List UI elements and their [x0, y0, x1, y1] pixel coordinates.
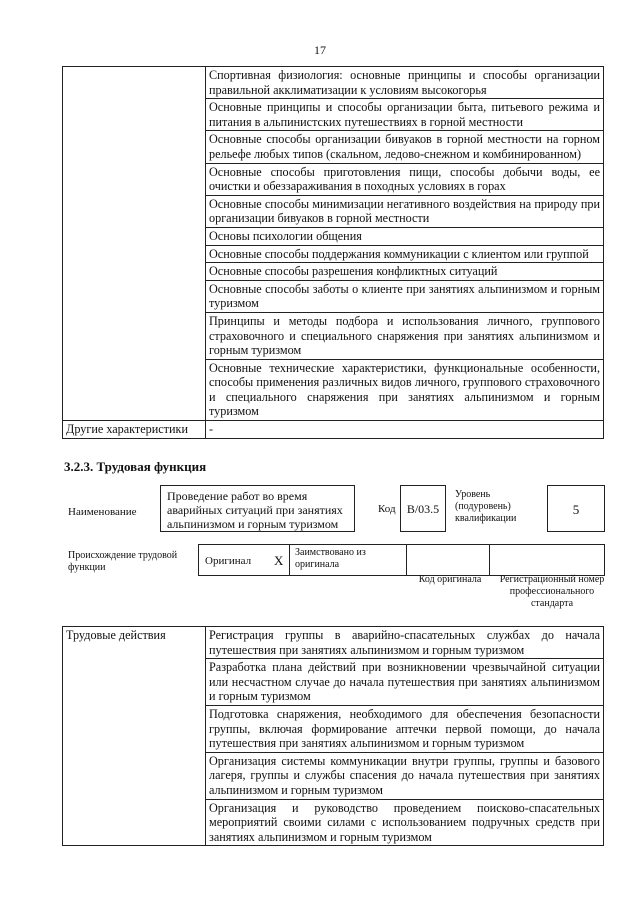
- original-mark: X: [274, 553, 284, 568]
- table-row: Основы психологии общения: [206, 227, 604, 245]
- reg-number-caption: Регистрационный номер профессионального стандарта: [499, 574, 605, 609]
- table-row: Основные способы поддержания коммуникации с клиентом или группой: [206, 245, 604, 263]
- original-label: Оригинал: [205, 555, 252, 567]
- table-row: Основные способы организации бивуаков в горной местности на горном рельефе любых типов (скальном, ледово-снежном и комбинированном): [206, 131, 604, 163]
- table-row: Основные принципы и способы организации быта, питьевого режима и питания в альпинистских путешествиях в горной местности: [206, 99, 604, 131]
- page-number: 17: [314, 43, 326, 57]
- reg-number-cell: [489, 544, 605, 576]
- table-row: Основные способы минимизации негативного воздействия на природу при организации бивуаков в горной местности: [206, 195, 604, 227]
- table-row: Регистрация группы в аварийно-спасательных службах до начала путешествия при занятиях альпинизмом и горным туризмом: [206, 627, 604, 659]
- table-row: Основные способы разрешения конфликтных ситуаций: [206, 263, 604, 281]
- origin-label: Происхождение трудовой функции: [68, 550, 178, 573]
- table-row: Организация системы коммуникации внутри группы, группы и базового лагеря, группы и службы спасения до начала путешествия при занятиях альпинизмом и горным туризмом: [206, 752, 604, 799]
- knowledge-table: [62, 66, 604, 439]
- code-label: Код: [378, 503, 396, 515]
- level-label: Уровень (подуровень) квалификации: [455, 489, 517, 524]
- level-value: 5: [547, 485, 605, 532]
- table-row: Разработка плана действий при возникновении чрезвычайной ситуации или несчастном случае до начала путешествия при занятиях альпинизмом и горным туризмом: [206, 659, 604, 706]
- knowledge-label-cell: [63, 67, 206, 421]
- code-original-cell: [406, 544, 490, 576]
- code-value: В/03.5: [400, 485, 446, 532]
- section-title: 3.2.3. Трудовая функция: [64, 459, 207, 474]
- table-row: Принципы и методы подбора и использования личного, группового страховочного и специального снаряжения при занятиях альпинизмом и горным туризмом: [206, 312, 604, 359]
- other-characteristics-label: Другие характеристики: [63, 421, 206, 439]
- other-characteristics-value: -: [206, 421, 604, 439]
- borrowed-cell: [289, 544, 407, 576]
- borrowed-label: Заимствовано из оригинала: [295, 547, 366, 570]
- table-row: Организация и руководство проведением поисково-спасательных мероприятий своими силами с использованием подручных средств при занятиях альпинизмом и горным туризмом: [206, 799, 604, 846]
- table-row: Основные способы приготовления пищи, способы добычи воды, ее очистки и обеззараживания в походных условиях в горах: [206, 163, 604, 195]
- table-row: Спортивная физиология: основные принципы и способы организации правильной акклиматизации к условиям высокогорья: [206, 67, 604, 99]
- labor-actions-table: [62, 626, 604, 846]
- table-row: Подготовка снаряжения, необходимого для обеспечения безопасности группы, включая формирование аптечки первой помощи, до начала путешествия при занятиях альпинизмом и горным туризмом: [206, 705, 604, 752]
- original-cell: [198, 544, 290, 576]
- function-name-box: Проведение работ во время аварийных ситуаций при занятиях альпинизмом и горным туризмом: [160, 485, 355, 532]
- code-original-caption: Код оригинала: [418, 574, 482, 585]
- labor-actions-label: Трудовые действия: [63, 627, 206, 846]
- table-row: Основные способы заботы о клиенте при занятиях альпинизмом и горным туризмом: [206, 280, 604, 312]
- name-label: Наименование: [68, 506, 137, 518]
- table-row: Основные технические характеристики, функциональные особенности, способы применения различных видов личного, группового страховочного и специального снаряжения при занятиях альпинизмом и горным туризмом: [206, 359, 604, 420]
